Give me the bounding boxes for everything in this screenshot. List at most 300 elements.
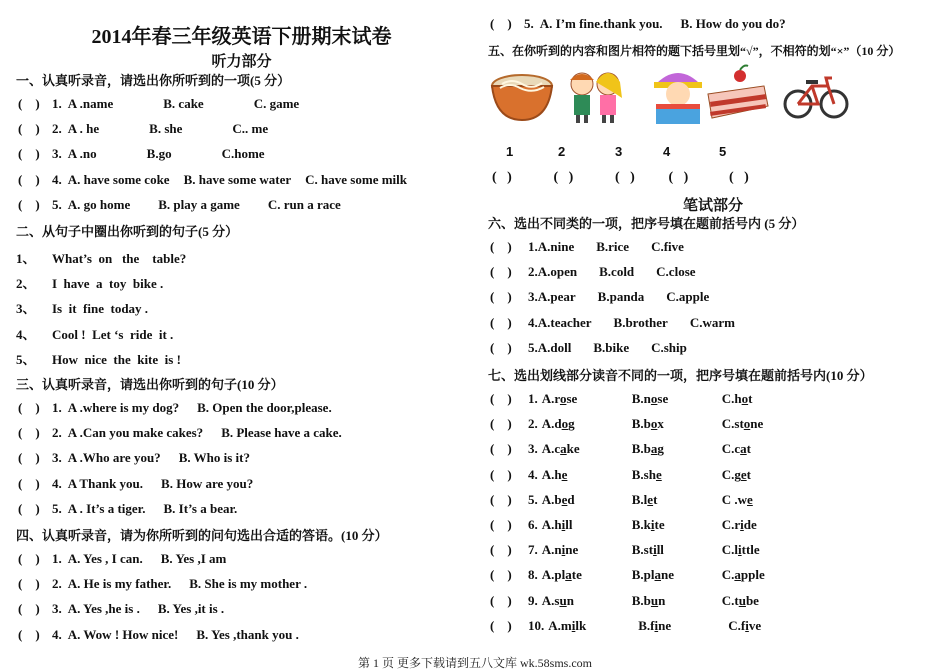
option-b: B. Who is it?	[178, 450, 250, 466]
word-part: ll	[565, 517, 573, 532]
option-a: A.open	[537, 264, 578, 280]
answer-paren[interactable]: ( )	[490, 491, 512, 507]
word-part: A.d	[541, 416, 562, 432]
answer-paren[interactable]: ( )	[490, 567, 512, 583]
option-b	[632, 593, 704, 609]
answer-paren[interactable]: ( )	[18, 576, 40, 592]
option-a: A.nine	[537, 239, 575, 254]
question-number: 4.	[52, 475, 62, 491]
underlined-letter: i	[650, 517, 655, 532]
exam-title: 2014年春三年级英语下册期末试卷	[91, 26, 392, 48]
option-b: B. Yes ,I am	[160, 551, 227, 566]
option-a: A .where is my dog?	[67, 400, 180, 415]
sentence-number: 3、	[16, 301, 36, 317]
answer-paren[interactable]: ( )	[18, 96, 40, 111]
option-b: B. Open the door,please.	[197, 400, 332, 415]
option-b: B.bike	[593, 339, 630, 355]
question-row	[490, 517, 775, 533]
answer-paren[interactable]: ( )	[18, 626, 40, 642]
underlined-letter: i	[740, 517, 744, 532]
underlined-letter: a	[560, 441, 567, 457]
answer-paren[interactable]: ( )	[490, 314, 512, 330]
word-part: C .w	[721, 491, 748, 507]
underlined-letter: o	[743, 416, 751, 432]
picture-number: 5	[719, 144, 727, 159]
section-3-heading: 三、认真听录音，请选出你听到的句子(10 分）	[16, 377, 284, 392]
question-number: 4.	[528, 466, 538, 482]
word-part: B.n	[631, 391, 651, 406]
question-row	[18, 425, 342, 441]
section-4-heading: 四、认真听录音，请为你所听到的问句选出合适的答语。(10 分）	[16, 528, 388, 543]
sentence-text: How nice the kite is !	[52, 351, 181, 367]
word-part: A.h	[541, 466, 562, 482]
question-row	[18, 96, 299, 112]
underlined-letter: i	[561, 542, 566, 558]
question-number: 2.	[52, 121, 62, 137]
word-part: C.st	[721, 416, 744, 432]
option-b	[632, 492, 704, 508]
word-part: te	[654, 517, 665, 532]
option-c: C.home	[221, 146, 265, 162]
sentence-text: What’s on the table?	[52, 251, 187, 266]
question-number: 3.	[528, 289, 538, 305]
option-a: A. have some coke	[67, 171, 170, 187]
word-part: C.g	[721, 466, 741, 482]
option-c	[722, 517, 757, 533]
bicycle-picture	[782, 64, 850, 126]
option-a	[542, 517, 614, 533]
option-c	[722, 492, 753, 508]
word-part: de	[743, 517, 757, 532]
underlined-letter: a	[734, 567, 741, 583]
option-a: A. Yes , I can.	[67, 551, 143, 566]
sentence-text: I have a toy bike .	[52, 276, 164, 292]
option-c: C.. me	[232, 121, 269, 137]
option-c	[722, 567, 765, 583]
question-number: 1.	[52, 400, 62, 415]
option-a: A. Yes ,he is .	[67, 601, 140, 617]
question-number: 1.	[52, 551, 62, 566]
option-b: B. She is my mother .	[189, 576, 308, 592]
question-row	[490, 618, 779, 634]
word-part: ttle	[741, 542, 760, 558]
option-b	[632, 517, 704, 533]
option-c: C. have some milk	[305, 171, 408, 187]
sentence-text: Cool ! Let ‘s ride it .	[52, 326, 174, 342]
option-b: B. have some water	[183, 171, 292, 187]
answer-paren[interactable]: ( )	[490, 289, 512, 305]
answer-paren[interactable]: ( )	[490, 466, 512, 482]
option-a	[542, 416, 614, 432]
option-c	[722, 416, 764, 432]
option-a: A .Can you make cakes?	[67, 425, 204, 441]
underlined-letter: i	[654, 617, 659, 633]
question-row	[490, 289, 709, 305]
word-part: C.	[721, 567, 735, 583]
question-row	[490, 416, 781, 432]
option-b: B.panda	[597, 289, 645, 305]
sentence-number: 5、	[16, 351, 36, 367]
child-in-hat-picture	[644, 64, 712, 126]
underlined-letter: a	[565, 567, 572, 583]
section-5-heading: 五、在你听到的内容和图片相符的题下括号里划“√”，不相符的划“×”（10 分）	[488, 44, 901, 58]
question-number: 3.	[528, 441, 538, 457]
section-6-heading: 六、选出不同类的一项，把序号填在题前括号内 (5 分）	[488, 216, 805, 231]
answer-paren[interactable]: ( )	[18, 121, 40, 137]
word-part: g	[568, 416, 575, 432]
question-row	[18, 197, 341, 213]
sentence-row	[16, 298, 148, 317]
option-a: A.pear	[537, 289, 576, 305]
option-a	[542, 391, 614, 407]
word-part: be	[745, 592, 759, 608]
word-part: n	[566, 592, 574, 608]
word-part: B.pl	[631, 567, 655, 583]
noodle-bowl-picture	[488, 64, 556, 126]
option-b: B. Please have a cake.	[221, 425, 342, 441]
word-part: C.r	[721, 517, 741, 532]
word-part: C.f	[728, 617, 746, 633]
option-a: A. He is my father.	[67, 576, 172, 592]
underlined-letter: i	[745, 617, 749, 633]
option-c	[728, 618, 761, 634]
option-a: A .name	[67, 96, 114, 111]
option-a	[542, 492, 614, 508]
answer-paren[interactable]: ( )	[490, 441, 512, 457]
question-row	[18, 501, 237, 517]
answer-paren[interactable]: ( )	[490, 542, 512, 558]
option-c: C.warm	[689, 314, 735, 330]
sentence-number: 2、	[16, 276, 36, 292]
sentence-row	[16, 324, 173, 343]
section-7-heading: 七、选出划线部分读音不同的一项，把序号填在题前括号内(10 分）	[488, 368, 873, 383]
word-part: ne	[661, 567, 675, 583]
option-a	[542, 542, 614, 558]
answer-paren[interactable]: ( )	[490, 264, 512, 280]
word-part: C.t	[721, 592, 739, 608]
question-row	[490, 315, 735, 331]
word-part: B.b	[631, 416, 651, 432]
question-row	[18, 146, 265, 162]
question-number: 4.	[52, 171, 62, 187]
answer-paren[interactable]: ( )	[490, 592, 512, 608]
question-row	[490, 264, 696, 280]
option-a: A .Who are you?	[67, 450, 161, 466]
picture-number: 3	[615, 144, 623, 159]
question-row	[490, 492, 771, 508]
question-row	[18, 551, 226, 567]
option-a	[542, 441, 614, 457]
word-part: ke	[566, 441, 580, 457]
answer-paren[interactable]: ( )	[18, 475, 40, 491]
question-number: 2.	[52, 576, 62, 592]
option-c: C.close	[656, 264, 696, 280]
underlined-letter: a	[650, 441, 658, 457]
underlined-letter: e	[655, 466, 662, 482]
question-number: 10.	[528, 617, 545, 633]
question-row	[18, 172, 407, 188]
answer-paren[interactable]: ( )	[490, 391, 512, 406]
question-row	[490, 239, 684, 255]
question-number: 4.	[528, 314, 538, 330]
word-part: A.b	[541, 491, 562, 507]
option-b	[632, 467, 704, 483]
word-part: se	[657, 391, 669, 406]
underlined-letter: i	[571, 617, 576, 633]
answer-paren[interactable]: ( )	[553, 170, 574, 185]
option-b: B. cake	[163, 96, 204, 111]
option-a	[542, 467, 614, 483]
option-a: A.teacher	[537, 314, 592, 330]
word-part: B.l	[631, 491, 648, 507]
option-c: C.ship	[651, 339, 687, 355]
underlined-letter: u	[559, 592, 567, 608]
question-number: 5.	[52, 196, 62, 212]
question-number: 1.	[528, 239, 538, 254]
option-a: A . It’s a tiger.	[67, 500, 146, 516]
option-a: A .no	[67, 146, 97, 162]
option-a: A . he	[67, 121, 100, 137]
option-a: A. Wow ! How nice!	[67, 626, 179, 642]
sentence-text: Is it fine today .	[52, 301, 149, 317]
answer-paren[interactable]: ( )	[668, 170, 689, 185]
word-part: B.b	[631, 441, 651, 457]
underlined-letter: i	[561, 517, 566, 532]
underlined-letter: i	[738, 542, 742, 558]
sentence-number: 1、	[16, 251, 36, 266]
word-part: ne	[565, 542, 579, 558]
section-2-heading: 二、从句子中圈出你听到的句子(5 分）	[16, 224, 239, 239]
option-b: B. How do you do?	[680, 16, 786, 31]
option-c	[722, 467, 751, 483]
word-part: B.b	[631, 592, 651, 608]
two-girls-picture	[560, 64, 628, 126]
word-part: B.f	[638, 617, 655, 633]
question-number: 2.	[528, 264, 538, 280]
answer-paren[interactable]: ( )	[729, 170, 749, 185]
question-number: 5.	[528, 339, 538, 355]
answer-paren[interactable]: ( )	[18, 425, 40, 441]
underlined-letter: e	[561, 491, 568, 507]
word-part: C.h	[721, 391, 742, 406]
option-b	[632, 416, 704, 432]
underlined-letter: o	[559, 391, 567, 406]
question-row	[18, 601, 224, 617]
word-part: t	[653, 491, 658, 507]
question-number: 9.	[528, 592, 538, 608]
question-number: 2.	[528, 416, 538, 432]
question-row	[18, 476, 253, 492]
picture-number: 2	[558, 144, 566, 159]
word-part: A.c	[541, 441, 561, 457]
answer-paren[interactable]: ( )	[490, 339, 512, 355]
picture-number: 4	[663, 144, 671, 159]
underlined-letter: o	[561, 416, 569, 432]
writing-heading: 笔试部分	[682, 198, 743, 214]
question-row	[490, 542, 778, 558]
question-number: 1.	[52, 96, 62, 111]
sentence-row	[16, 349, 181, 368]
word-part: ne	[750, 416, 764, 432]
question-number: 4.	[52, 626, 62, 642]
picture-number: 1	[506, 144, 514, 159]
word-part: x	[657, 416, 664, 432]
option-c	[722, 542, 760, 558]
underlined-letter: e	[647, 491, 654, 507]
question-number: 7.	[528, 542, 538, 558]
word-part: B.sh	[631, 466, 656, 482]
answer-paren[interactable]: ( )	[490, 617, 512, 633]
answer-paren[interactable]: ( )	[18, 601, 40, 617]
option-c	[722, 593, 759, 609]
question-row	[18, 400, 332, 416]
answer-paren[interactable]: ( )	[18, 551, 40, 566]
answer-paren[interactable]: ( )	[18, 400, 40, 415]
option-c	[722, 391, 753, 407]
word-part: A.h	[541, 517, 562, 532]
question-row	[490, 340, 687, 356]
question-number: 5.	[528, 491, 538, 507]
answer-paren[interactable]: ( )	[490, 239, 512, 254]
question-number: 1.	[528, 391, 538, 406]
question-number: 3.	[52, 146, 62, 162]
underlined-letter: e	[561, 466, 568, 482]
option-a	[542, 567, 614, 583]
section-5-pictures	[488, 64, 938, 130]
answer-paren[interactable]: ( )	[18, 196, 40, 212]
word-part: lk	[575, 617, 587, 633]
word-part: ve	[748, 617, 762, 633]
answer-paren[interactable]: ( )	[18, 171, 40, 187]
option-b: B. play a game	[158, 196, 240, 212]
word-part: n	[658, 592, 666, 608]
question-row	[490, 16, 786, 32]
word-part: g	[657, 441, 664, 457]
option-b	[632, 542, 704, 558]
underlined-letter: i	[653, 542, 657, 558]
option-b: B.go	[146, 146, 172, 162]
underlined-letter: o	[741, 391, 749, 406]
answer-paren[interactable]: ( )	[18, 450, 40, 466]
word-part: B.st	[631, 542, 654, 558]
answer-paren[interactable]: ( )	[490, 517, 512, 532]
question-number: 3.	[52, 450, 62, 466]
question-number: 2.	[52, 425, 62, 441]
question-number: 5.	[52, 500, 62, 516]
underlined-letter: u	[738, 592, 746, 608]
underlined-letter: e	[740, 466, 747, 482]
question-row	[490, 391, 770, 407]
option-b: B. Yes ,thank you .	[196, 626, 299, 642]
listening-heading: 听力部分	[211, 54, 272, 70]
question-row	[490, 593, 777, 609]
sentence-number: 4、	[16, 326, 36, 342]
word-part: t	[746, 441, 752, 457]
option-b: B. Yes ,it is .	[157, 601, 225, 617]
option-b: B.cold	[599, 264, 635, 280]
question-row	[490, 567, 783, 583]
word-part: C.l	[721, 542, 738, 558]
option-b	[632, 391, 704, 407]
option-c: C. run a race	[267, 196, 341, 212]
underlined-letter: u	[650, 592, 659, 608]
word-part: ne	[658, 617, 672, 633]
option-b	[638, 618, 710, 634]
answer-paren[interactable]: ( )	[490, 416, 512, 432]
underlined-letter: a	[740, 441, 747, 457]
question-row	[490, 467, 769, 483]
word-part: A.r	[541, 391, 560, 406]
cake-slice-picture	[704, 64, 772, 126]
word-part: t	[746, 466, 752, 482]
question-row	[18, 450, 250, 466]
question-row	[490, 441, 769, 457]
word-part: d	[567, 491, 575, 507]
sentence-row	[16, 248, 186, 267]
option-b: B. It’s a bear.	[163, 500, 238, 516]
option-c: C. game	[253, 96, 300, 111]
option-a: A. go home	[67, 196, 131, 212]
answer-paren[interactable]: ( )	[18, 146, 40, 162]
word-part: A.m	[548, 617, 572, 633]
answer-paren[interactable]: ( )	[490, 16, 512, 31]
page-footer: 第 1 页 更多下载请到五八文库 wk.58sms.com	[357, 656, 592, 670]
option-b: B.rice	[596, 239, 630, 254]
option-c	[722, 441, 751, 457]
word-part: ll	[656, 542, 664, 558]
word-part: pple	[740, 567, 765, 583]
underlined-letter: o	[650, 416, 658, 432]
underlined-letter: a	[654, 567, 662, 583]
word-part: A.s	[541, 592, 560, 608]
question-number: 8.	[528, 567, 538, 583]
option-a: A.doll	[537, 339, 572, 355]
option-b	[632, 567, 704, 583]
answer-paren[interactable]: ( )	[492, 170, 512, 185]
option-a: A Thank you.	[67, 475, 144, 491]
word-part: A.n	[541, 542, 562, 558]
underlined-letter: e	[747, 491, 753, 507]
word-part: A.pl	[541, 567, 566, 583]
answer-paren[interactable]: ( )	[615, 170, 635, 185]
option-a	[548, 618, 620, 634]
underlined-letter: o	[650, 391, 658, 406]
question-number: 5.	[524, 16, 534, 31]
option-c: C.five	[651, 239, 684, 254]
question-row	[18, 121, 268, 137]
section-1-heading: 一、认真听录音，请选出你所听到的一项(5 分）	[16, 73, 291, 88]
option-b: B. she	[149, 121, 183, 137]
option-a: A. I’m fine.thank you.	[539, 16, 663, 31]
option-c: C.apple	[666, 289, 710, 305]
option-b: B.brother	[613, 314, 668, 330]
question-row	[18, 627, 299, 643]
word-part: te	[571, 567, 582, 583]
question-number: 6.	[528, 517, 538, 532]
word-part: C.c	[721, 441, 741, 457]
answer-paren[interactable]: ( )	[18, 500, 40, 516]
question-row	[18, 576, 307, 592]
sentence-row	[16, 273, 163, 292]
word-part: B.k	[631, 517, 651, 532]
option-a	[542, 593, 614, 609]
word-part: se	[566, 391, 578, 406]
option-b: B. How are you?	[161, 475, 254, 491]
option-b	[632, 441, 704, 457]
word-part: t	[748, 391, 753, 406]
section-5-answer-boxes	[492, 170, 779, 186]
question-number: 3.	[52, 601, 62, 617]
